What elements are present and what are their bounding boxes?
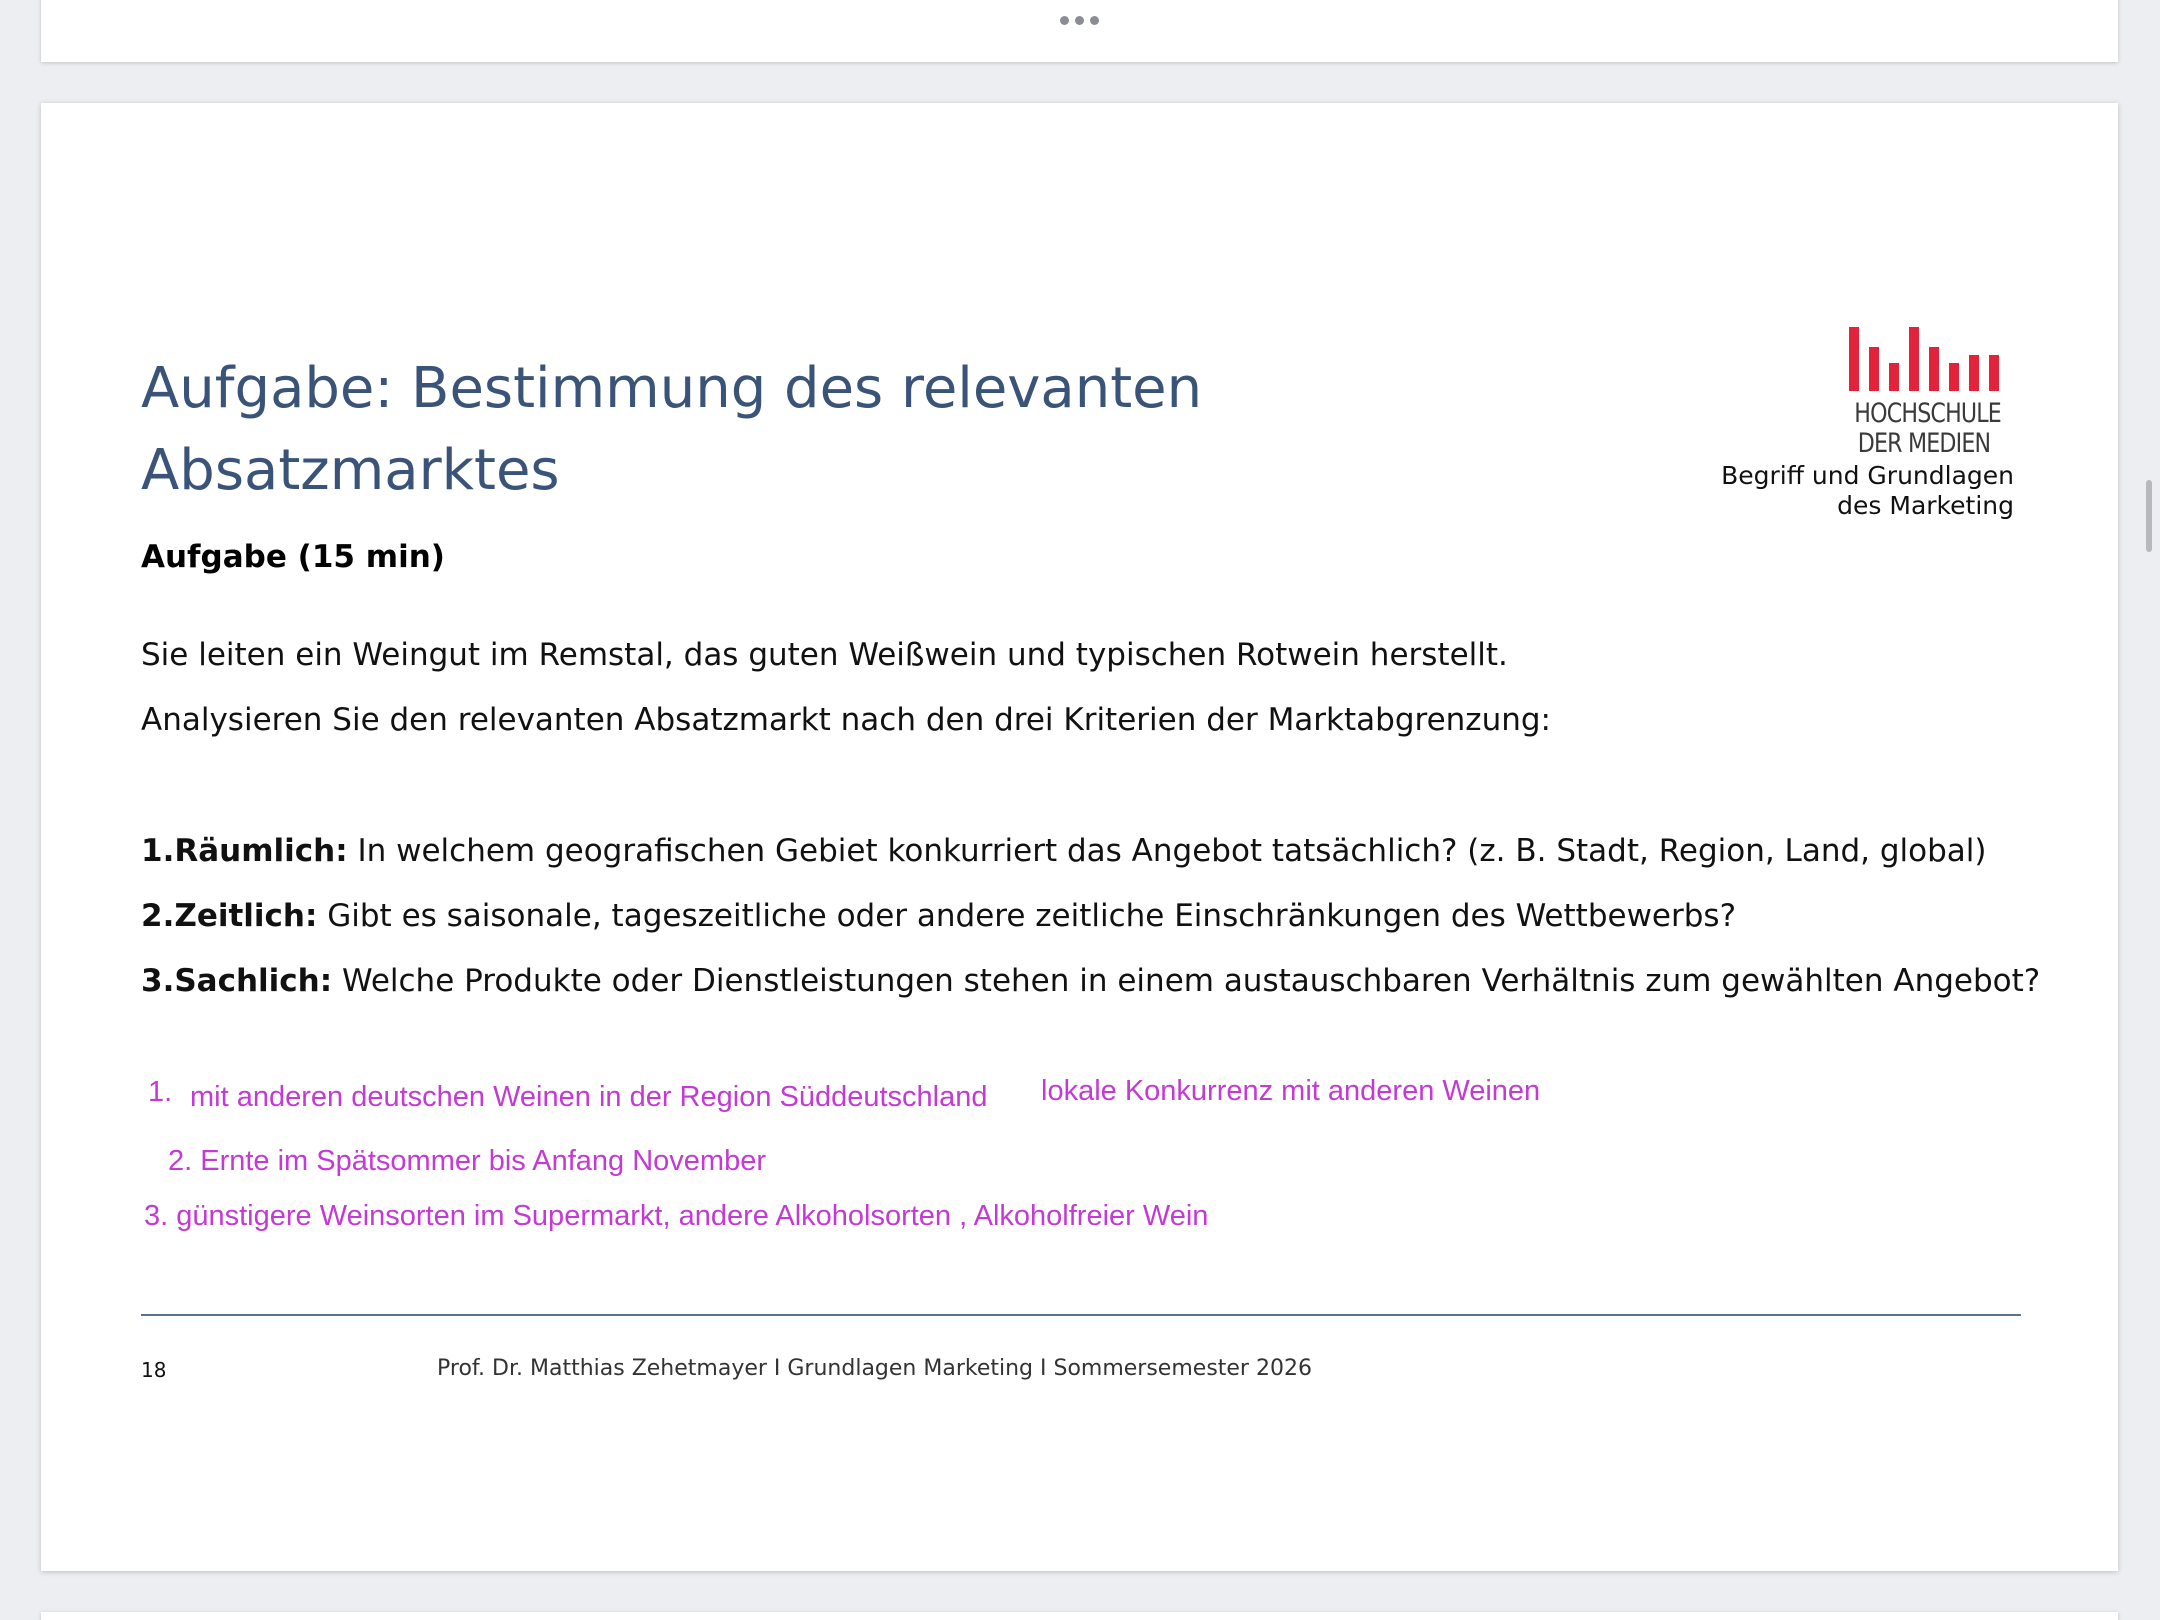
criterion-label: 1.Räumlich: xyxy=(141,833,348,869)
intro-line: Analysieren Sie den relevanten Absatzmarkt nach den drei Kriterien der Marktabgrenzung: xyxy=(141,702,1551,738)
task-intro xyxy=(141,623,2041,753)
criterion-label: 2.Zeitlich: xyxy=(141,898,318,934)
annotation-number-1: 1. xyxy=(148,1076,173,1108)
slide-title xyxy=(141,348,1441,512)
previous-page xyxy=(41,0,2118,62)
task-heading: Aufgabe (15 min) xyxy=(141,539,445,575)
criteria-list xyxy=(141,819,2101,1014)
logo-bars-icon xyxy=(1849,321,1999,391)
criterion-text: Welche Produkte oder Dienstleistungen stehen in einem austauschbaren Verhältnis zum gewählten Angebot? xyxy=(332,963,2041,999)
footer-divider xyxy=(141,1314,2021,1316)
criterion-text: Gibt es saisonale, tageszeitliche oder andere zeitliche Einschränkungen des Wettbewerbs? xyxy=(317,898,1737,934)
annotation-1: mit anderen deutschen Weinen in der Region Süddeutschland xyxy=(190,1081,988,1113)
course-name: Begriff und Grundlagen des Marketing xyxy=(1721,461,2014,520)
annotation-2: 2. Ernte im Spätsommer bis Anfang November xyxy=(168,1145,766,1177)
slide-page xyxy=(41,103,2118,1571)
annotation-1-extra: lokale Konkurrenz mit anderen Weinen xyxy=(1041,1075,1541,1107)
annotation-3: 3. günstigere Weinsorten im Supermarkt, andere Alkoholsorten , Alkoholfreier Wein xyxy=(144,1200,1209,1232)
intro-line: Sie leiten ein Weingut im Remstal, das guten Weißwein und typischen Rotwein herstellt. xyxy=(141,637,1508,673)
more-options-icon[interactable] xyxy=(1054,11,1104,29)
criterion-label: 3.Sachlich: xyxy=(141,963,333,999)
criterion-item xyxy=(141,819,2101,884)
page-number: 18 xyxy=(141,1358,167,1382)
scrollbar-thumb[interactable] xyxy=(2146,480,2152,552)
footer-text: Prof. Dr. Matthias Zehetmayer I Grundlagen Marketing I Sommersemester 2026 xyxy=(437,1356,1312,1381)
slide-title-line-2: Absatzmarktes xyxy=(141,438,560,503)
next-page xyxy=(41,1612,2118,1620)
dot-icon xyxy=(1075,16,1084,25)
criterion-item xyxy=(141,884,2101,949)
dot-icon xyxy=(1090,16,1099,25)
logo-wordmark: HOCHSCHULE DER MEDIEN xyxy=(1854,398,2001,459)
criterion-text: In welchem geografischen Gebiet konkurriert das Angebot tatsächlich? (z. B. Stadt, Region, Land, global) xyxy=(347,833,1987,869)
slide-title-line-1: Aufgabe: Bestimmung des relevanten xyxy=(141,356,1203,421)
dot-icon xyxy=(1060,16,1069,25)
criterion-item xyxy=(141,949,2101,1014)
